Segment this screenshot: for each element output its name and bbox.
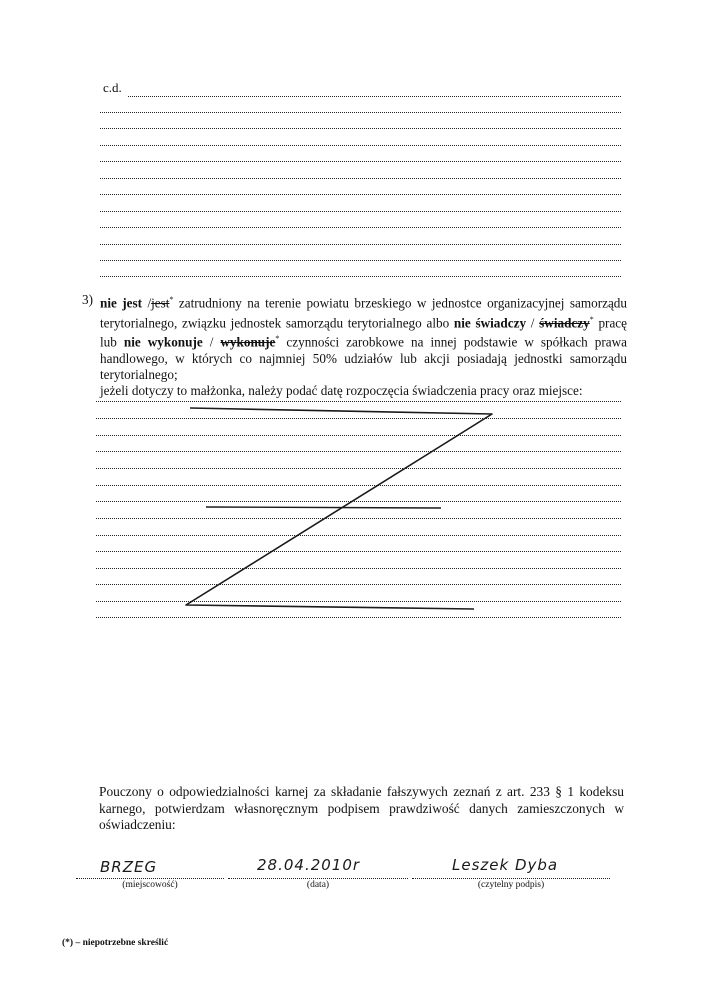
- section-number: 3): [82, 292, 93, 307]
- option-not-working: nie świadczy: [453, 314, 527, 330]
- continuation-label: c.d.: [103, 80, 122, 95]
- signature-line: [412, 878, 610, 879]
- date-caption: (data): [306, 880, 330, 890]
- signature-handwritten: Leszek Dyba: [452, 856, 559, 874]
- spouse-instruction: jeżeli dotyczy to małżonka, należy podać datę rozpoczęcia świadczenia pracy oraz miejsce:: [100, 383, 583, 399]
- date-handwritten: 28.04.2010r: [257, 856, 361, 874]
- perjury-declaration: Pouczony o odpowiedzialności karnej za składanie fałszywych zeznań z art. 233 § 1 kodeksu karnego, potwierdzam własnoręcznym podpisem prawdziwość danych zamieszczonych w oświadczeniu:: [99, 784, 624, 832]
- option-not-performing: nie wykonuje: [123, 334, 203, 350]
- place-caption: (miejscowość): [122, 880, 178, 890]
- struck-option: wykonuje: [220, 334, 276, 350]
- place-handwritten: BRZEG: [100, 858, 158, 876]
- signature-caption: (czytelny podpis): [477, 880, 545, 890]
- footnote: (*) – niepotrzebne skreślić: [62, 938, 169, 948]
- struck-option: jest: [151, 295, 170, 311]
- place-line: [76, 878, 224, 879]
- struck-option: świadczy: [539, 314, 590, 330]
- date-line: [228, 878, 408, 879]
- section-3-text: nie jest /jest* zatrudniony na terenie powiatu brzeskiego w jednostce organizacyjnej samorządu terytorialnego, związku jednostek samorządu terytorialnego albo nie świadczy / świadczy* pracę lub nie wykonuje / wykonuje* czynności zarobkowe na innej podstawie w spółkach prawa handlowego, w których co najmniej 50% udziałów lub akcji posiadają jednostki samorządu terytorialnego;: [100, 295, 628, 382]
- option-not-employed: nie jest: [100, 295, 143, 311]
